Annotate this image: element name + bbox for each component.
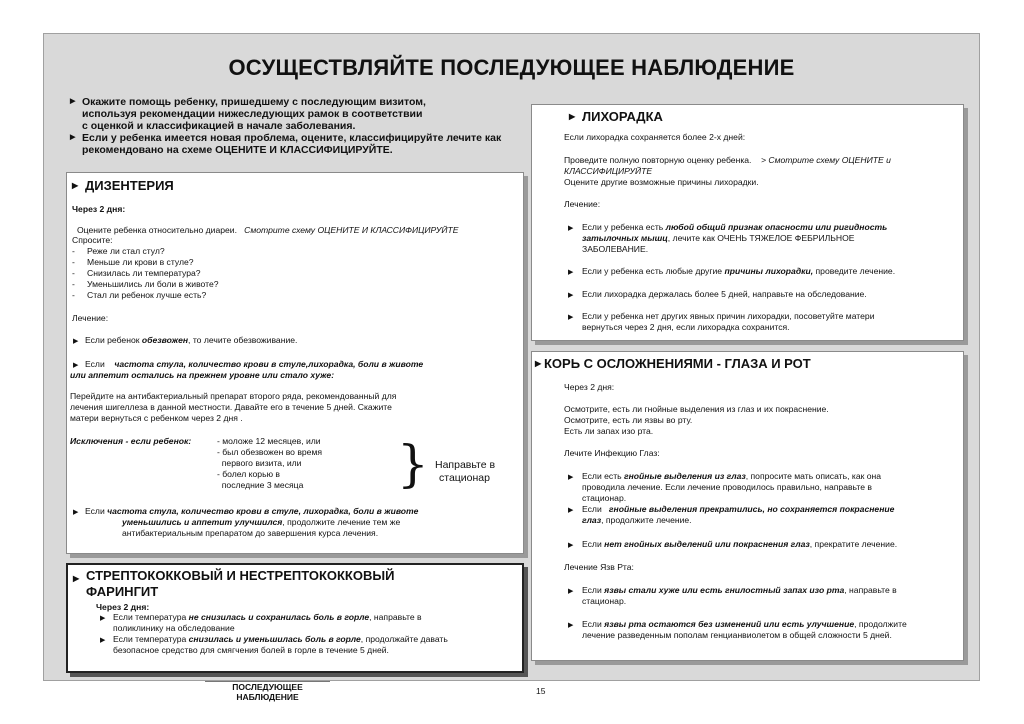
look-line: Осмотрите, есть ли гнойные выделения из глаз и их покраснение. bbox=[564, 404, 829, 414]
bullet-arrow-icon: ▶ bbox=[568, 225, 574, 232]
intro-item bbox=[68, 96, 538, 132]
switch-line: матери вернуться с ребенком через 2 дня . bbox=[70, 413, 243, 423]
better-line-2 bbox=[122, 517, 400, 528]
text: , продолжите лечение тем же bbox=[282, 517, 401, 527]
pharyngitis-box bbox=[66, 563, 524, 673]
text: Если bbox=[85, 506, 105, 516]
dehydrated-line bbox=[85, 335, 297, 346]
text: , прекратите лечение. bbox=[809, 539, 898, 549]
question-item: Снизилась ли температура? bbox=[87, 268, 201, 278]
bullet-arrow-icon: ▶ bbox=[100, 615, 106, 622]
page-title: ОСУЩЕСТВЛЯЙТЕ ПОСЛЕДУЮЩЕЕ НАБЛЮДЕНИЕ bbox=[228, 55, 795, 80]
fever-item-4: Если у ребенка нет других явных причин лихорадки, посоветуйте матери bbox=[582, 311, 875, 321]
fever-item-2 bbox=[582, 266, 895, 277]
text-bold: частота стула, количество крови в стуле, лихорадка, боли в животе bbox=[107, 506, 419, 516]
assess-ref: Смотрите схему ОЦЕНИТЕ И КЛАССИФИЦИРУЙТЕ bbox=[244, 225, 459, 235]
fever-reassess-2: КЛАССИФИЦИРУЙТЕ bbox=[564, 166, 653, 176]
look-line: Осмотрите, есть ли язвы во рту. bbox=[564, 415, 693, 425]
text: , то лечите обезвоживание. bbox=[188, 335, 298, 345]
bullet-arrow-icon: ▶ bbox=[73, 509, 79, 516]
measles-box bbox=[531, 351, 964, 661]
text-bold: обезвожен bbox=[141, 335, 189, 345]
mouth-item-1 bbox=[582, 585, 897, 596]
fever-reassess bbox=[564, 155, 891, 166]
pharyngitis-heading bbox=[68, 568, 394, 600]
text-bold: любой общий признак опасности или ригидность bbox=[665, 222, 888, 232]
measles-title: КОРЬ С ОСЛОЖНЕНИЯМИ - ГЛАЗА И РОТ bbox=[544, 356, 811, 371]
footer-section-label bbox=[205, 682, 330, 702]
treatment-label: Лечение: bbox=[564, 199, 601, 209]
fever-box bbox=[531, 104, 964, 341]
text: , попросите мать описать, как она bbox=[745, 471, 882, 481]
eye-item-1-line-2: проводила лечение. Если лечение проводилось правильно, направьте в bbox=[582, 482, 872, 492]
bullet-arrow-icon: ▶ bbox=[568, 507, 574, 514]
bullet-arrow-icon: ▶ bbox=[73, 338, 79, 345]
exception-item: - моложе 12 месяцев, или bbox=[217, 436, 321, 446]
after-two-days: Через 2 дня: bbox=[72, 204, 126, 214]
intro-line: рекомендовано на схеме ОЦЕНИТЕ И КЛАССИФИЦИРУЙТЕ. bbox=[82, 144, 393, 156]
exception-item: первого визита, или bbox=[217, 458, 302, 468]
question-marker: - bbox=[72, 268, 75, 278]
bullet-arrow-icon: ▶ bbox=[100, 637, 106, 644]
bullet-arrow-icon: ▶ bbox=[568, 474, 574, 481]
treatment-label: Лечение: bbox=[72, 313, 109, 323]
fever-persist: Если лихорадка сохраняется более 2-х дней: bbox=[564, 132, 746, 142]
fever-heading bbox=[564, 109, 663, 124]
eye-item-1-line-3: стационар. bbox=[582, 493, 627, 503]
pharyngitis-title-2: ФАРИНГИТ bbox=[86, 584, 159, 599]
text-bold: язвы стали хуже или есть гнилостный запах изо рта bbox=[604, 585, 845, 595]
mouth-item-2 bbox=[582, 619, 907, 630]
question-marker: - bbox=[72, 246, 75, 256]
question-item: Реже ли стал стул? bbox=[87, 246, 165, 256]
pharyngitis-item-1 bbox=[113, 612, 422, 623]
text: , лечите как ОЧЕНЬ ТЯЖЕЛОЕ ФЕБРИЛЬНОЕ bbox=[667, 233, 855, 243]
fever-item-1-line-3: ЗАБОЛЕВАНИЕ. bbox=[582, 244, 649, 254]
after-two-days: Через 2 дня: bbox=[564, 382, 615, 392]
switch-line: лечения шигеллеза в данной местности. Давайте его в течение 5 дней. Скажите bbox=[70, 402, 392, 412]
mouth-treatment-title: Лечение Язв Рта: bbox=[564, 562, 634, 572]
refer-line: Направьте в bbox=[435, 459, 496, 471]
eye-treatment-title: Лечите Инфекцию Глаз: bbox=[564, 448, 660, 458]
text: проведите лечение. bbox=[815, 266, 896, 276]
pharyngitis-title-1: СТРЕПТОКОККОВЫЙ И НЕСТРЕПТОКОККОВЫЙ bbox=[86, 568, 395, 583]
bullet-arrow-icon: ▶ bbox=[568, 314, 574, 321]
question-marker: - bbox=[72, 257, 75, 267]
bullet-arrow-icon: ▶ bbox=[568, 622, 574, 629]
text-bold: не снизилась и сохранилась боль в горле bbox=[188, 612, 370, 622]
text: Если bbox=[582, 504, 602, 514]
bullet-arrow-icon: ▶ bbox=[70, 98, 76, 105]
worse-line-2: или аппетит остались на прежнем уровне или стало хуже: bbox=[70, 370, 335, 380]
brace-icon: } bbox=[397, 435, 429, 493]
bullet-arrow-icon: ▶ bbox=[568, 542, 574, 549]
dysentery-heading bbox=[67, 178, 174, 193]
better-line-3: антибактериальным препаратом до завершения курса лечения. bbox=[122, 528, 379, 538]
text: Если у ребенка есть любые другие bbox=[582, 266, 723, 276]
triangle-bullet-icon: ▶ bbox=[535, 359, 542, 368]
exception-item: - был обезвожен во время bbox=[217, 447, 323, 457]
text: , продолжите лечение. bbox=[601, 515, 692, 525]
pharyngitis-item-2-line-2: безопасное средство для смягчения болей в горле в течение 5 дней. bbox=[113, 645, 389, 655]
fever-item-1-line-2 bbox=[582, 233, 855, 244]
text-bold: затылочных мышц bbox=[582, 233, 668, 243]
exceptions-label: Исключения - если ребенок: bbox=[70, 436, 192, 446]
triangle-bullet-icon: ▶ bbox=[72, 181, 79, 190]
page-number: 15 bbox=[536, 686, 546, 696]
text: Если есть bbox=[582, 471, 622, 481]
intro-instructions bbox=[68, 96, 538, 156]
switch-line: Перейдите на антибактериальный препарат второго ряда, рекомендованный для bbox=[70, 391, 397, 401]
text-bold: частота стула, количество крови в стуле,лихорадка, боли в животе bbox=[114, 359, 424, 369]
after-two-days: Через 2 дня: bbox=[96, 602, 150, 612]
assess-text: Оцените ребенка относительно диареи. bbox=[77, 225, 237, 235]
text: Проведите полную повторную оценку ребенка. bbox=[564, 155, 752, 165]
text: , направьте в bbox=[844, 585, 897, 595]
footer-label-line: НАБЛЮДЕНИЕ bbox=[236, 692, 299, 702]
text-ref: > Смотрите схему ОЦЕНИТЕ и bbox=[761, 155, 891, 165]
fever-item-4-line-2: вернуться через 2 дня, если лихорадка сохранится. bbox=[582, 322, 790, 332]
look-line: Есть ли запах изо рта. bbox=[564, 426, 654, 436]
text: Если температура bbox=[113, 634, 187, 644]
text: Если у ребенка есть bbox=[582, 222, 664, 232]
footer-label-line: ПОСЛЕДУЮЩЕЕ bbox=[232, 682, 303, 692]
worse-line bbox=[85, 359, 423, 370]
text-bold: снизилась и уменьшилась боль в горле bbox=[188, 634, 361, 644]
refer-line: стационар bbox=[439, 472, 490, 484]
text-bold: гнойные выделения прекратились, но сохраняется покраснение bbox=[608, 504, 895, 514]
question-item: Уменьшились ли боли в животе? bbox=[87, 279, 219, 289]
text-bold: глаз bbox=[582, 515, 602, 525]
question-marker: - bbox=[72, 290, 75, 300]
eye-item-2-line-2 bbox=[582, 515, 692, 526]
text: , направьте в bbox=[369, 612, 422, 622]
dysentery-title: ДИЗЕНТЕРИЯ bbox=[85, 178, 174, 193]
question-item: Стал ли ребенок лучше есть? bbox=[87, 290, 207, 300]
assess-line bbox=[77, 225, 459, 236]
fever-other: Оцените другие возможные причины лихорадки. bbox=[564, 177, 759, 187]
exception-item: последние 3 месяца bbox=[217, 480, 304, 490]
bullet-arrow-icon: ▶ bbox=[568, 292, 574, 299]
eye-item-2 bbox=[582, 504, 894, 515]
bullet-arrow-icon: ▶ bbox=[70, 134, 76, 141]
fever-item-3: Если лихорадка держалась более 5 дней, направьте на обследование. bbox=[582, 289, 867, 299]
text: Если bbox=[582, 619, 602, 629]
text-bold: нет гнойных выделений или покраснения глаз bbox=[604, 539, 810, 549]
text: Если bbox=[582, 585, 602, 595]
bullet-arrow-icon: ▶ bbox=[73, 362, 79, 369]
text: Если bbox=[85, 359, 105, 369]
eye-item-3 bbox=[582, 539, 897, 550]
intro-line: с оценкой и классификацией в начале заболевания. bbox=[82, 120, 356, 132]
intro-line: Окажите помощь ребенку, пришедшему с последующим визитом, bbox=[82, 96, 426, 108]
bullet-arrow-icon: ▶ bbox=[568, 588, 574, 595]
triangle-bullet-icon: ▶ bbox=[73, 574, 80, 583]
pharyngitis-item-2 bbox=[113, 634, 448, 645]
measles-heading bbox=[532, 356, 811, 371]
intro-line: используя рекомендации нижеследующих рамок в соответствии bbox=[82, 108, 423, 120]
question-marker: - bbox=[72, 279, 75, 289]
text: , продолжайте давать bbox=[360, 634, 448, 644]
mouth-item-1-line-2: стационар. bbox=[582, 596, 627, 606]
ask-label: Спросите: bbox=[72, 235, 113, 245]
question-item: Меньше ли крови в стуле? bbox=[87, 257, 194, 267]
triangle-bullet-icon: ▶ bbox=[569, 112, 576, 121]
text-bold: уменьшились и аппетит улучшился bbox=[122, 517, 283, 527]
intro-line: Если у ребенка имеется новая проблема, оцените, классифицируйте лечите как bbox=[82, 132, 502, 144]
fever-item-1 bbox=[582, 222, 887, 233]
dysentery-box bbox=[66, 172, 524, 554]
text: Если температура bbox=[113, 612, 187, 622]
text-bold: язвы рта остаются без изменений или есть улучшение bbox=[604, 619, 855, 629]
text: , продолжите bbox=[854, 619, 907, 629]
text: Если ребенок bbox=[85, 335, 140, 345]
bullet-arrow-icon: ▶ bbox=[568, 269, 574, 276]
eye-item-1 bbox=[582, 471, 881, 482]
exception-item: - болел корью в bbox=[217, 469, 280, 479]
intro-item bbox=[68, 132, 538, 156]
text-bold: причины лихорадки, bbox=[724, 266, 814, 276]
pharyngitis-item-1-line-2: поликлинику на обследование bbox=[113, 623, 235, 633]
fever-title: ЛИХОРАДКА bbox=[582, 109, 663, 124]
better-line bbox=[85, 506, 418, 517]
mouth-item-2-line-2: лечение разведенным пополам генцианвиолетом в общей сложности 5 дней. bbox=[582, 630, 892, 640]
text-bold: гнойные выделения из глаз bbox=[624, 471, 746, 481]
text: Если bbox=[582, 539, 602, 549]
